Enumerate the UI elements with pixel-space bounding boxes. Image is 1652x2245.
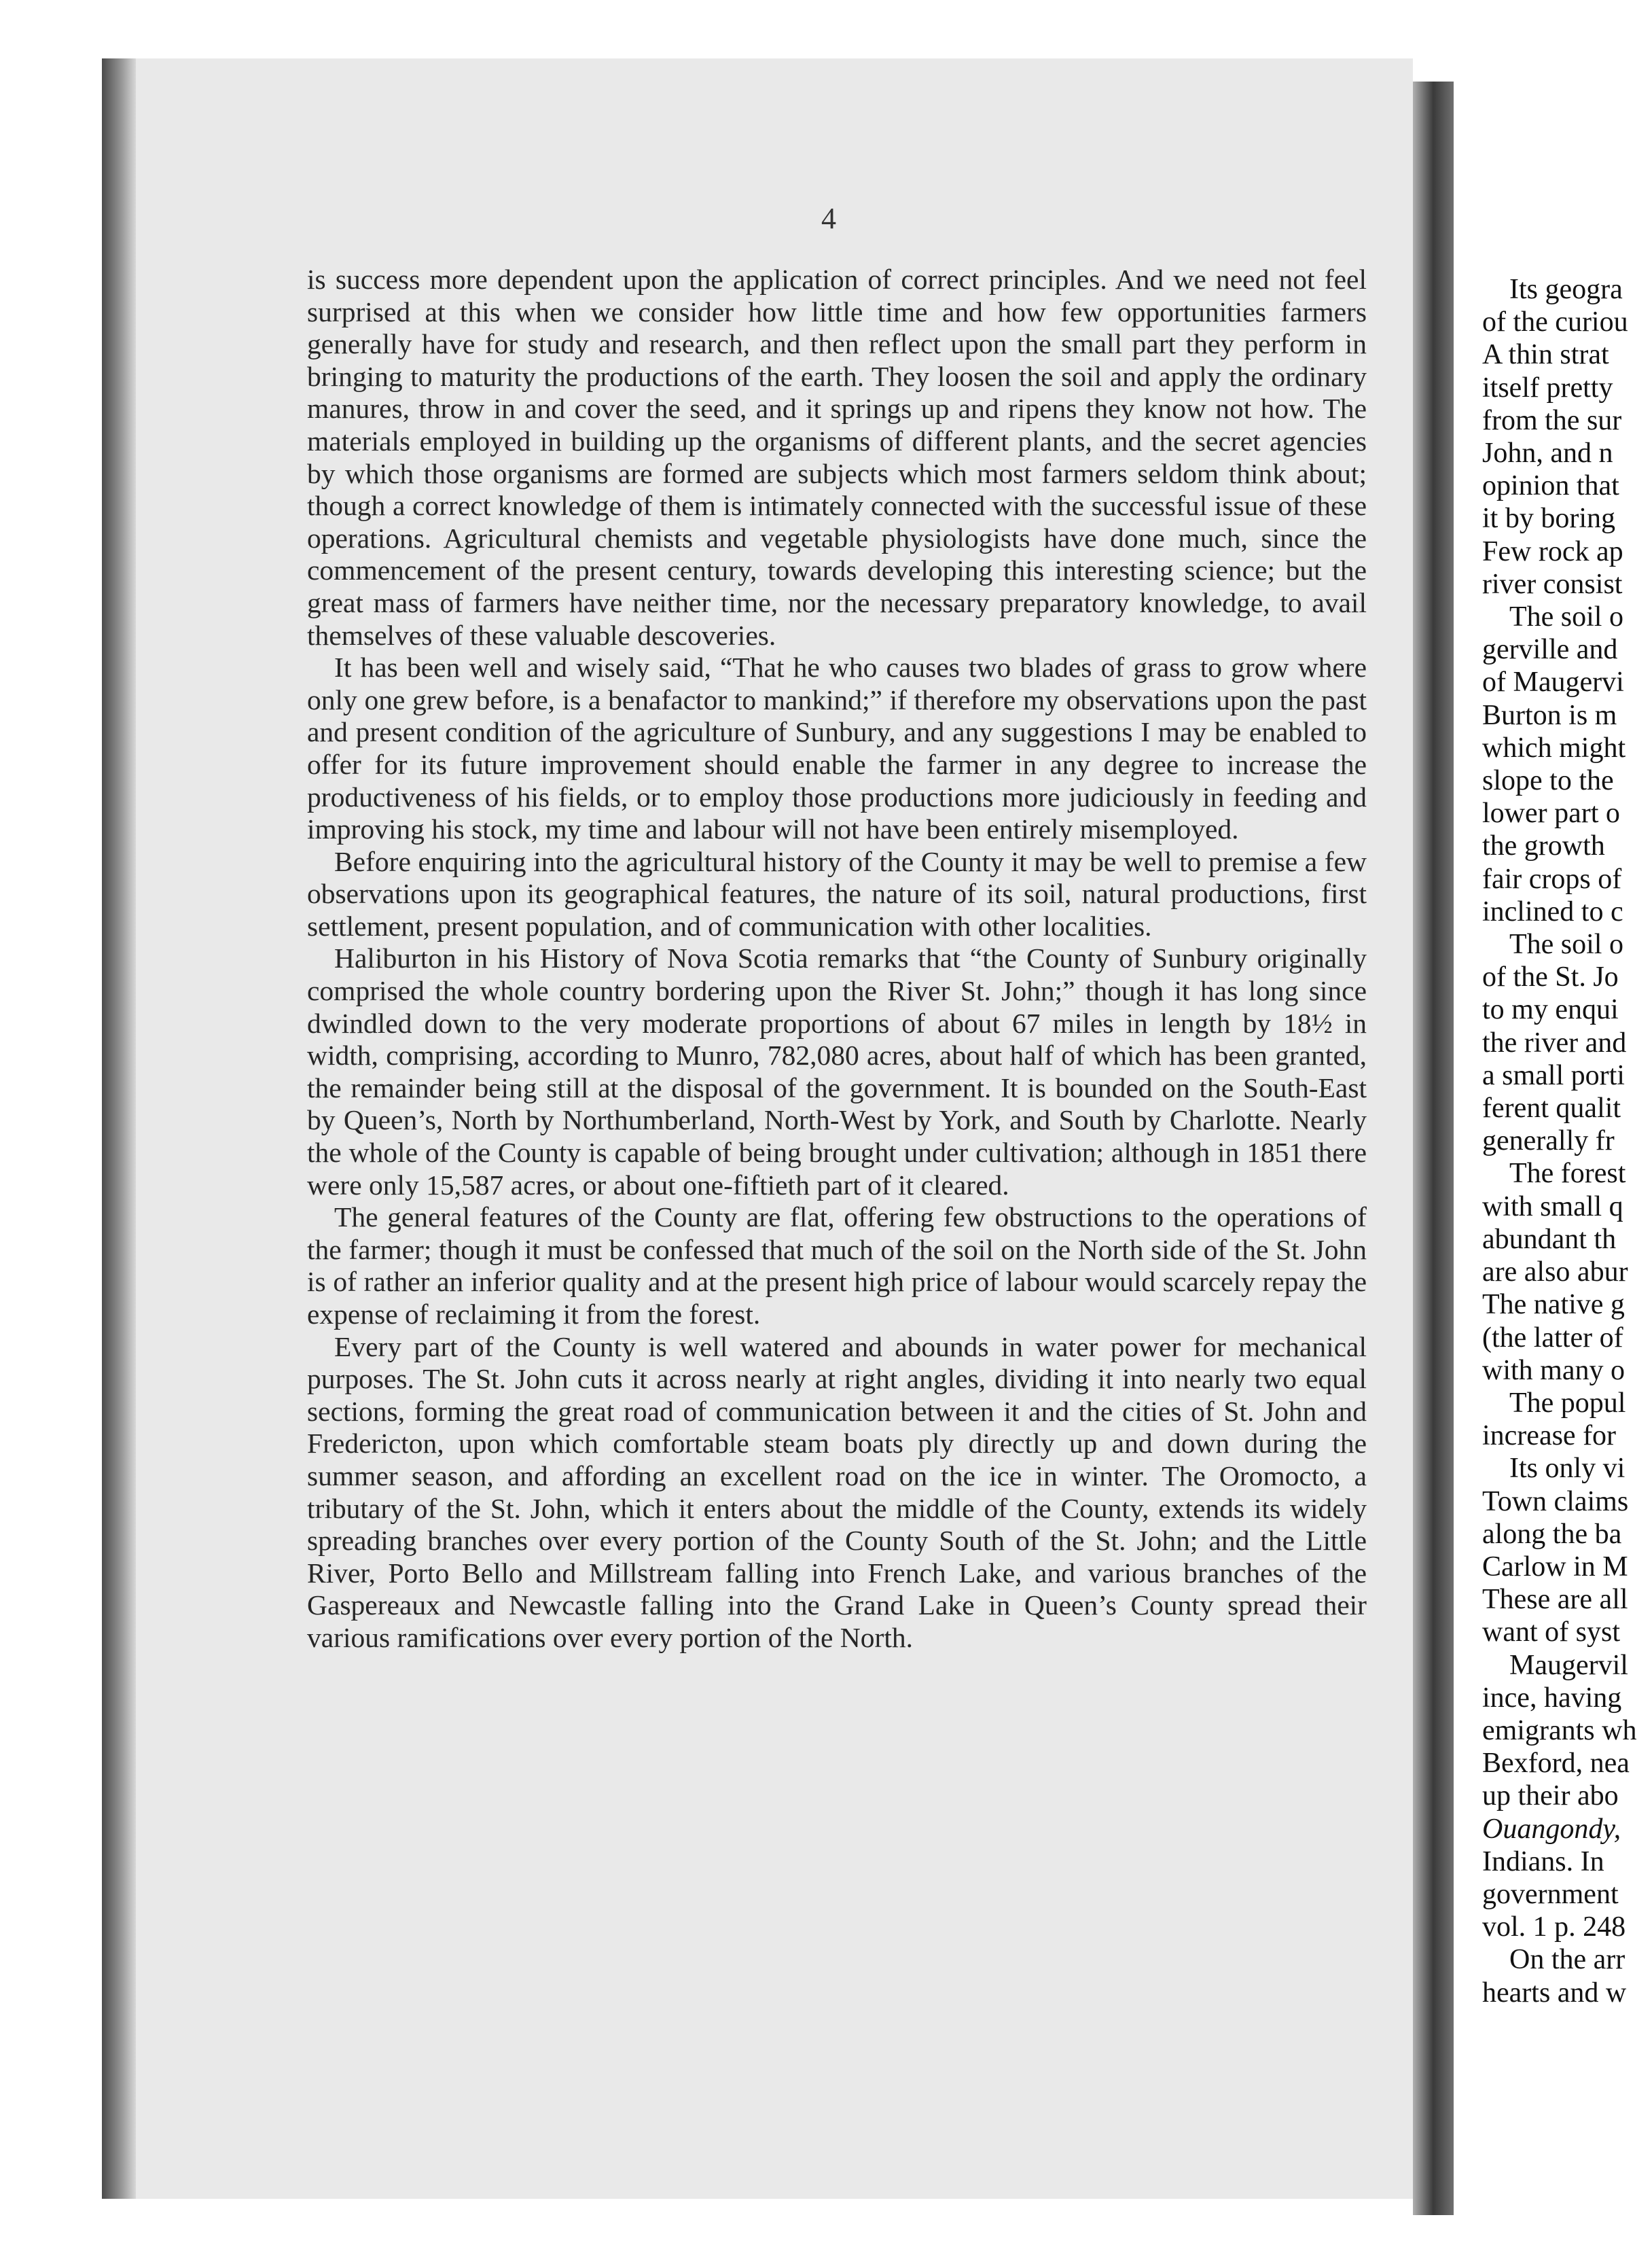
- text-line: These are all: [1482, 1584, 1628, 1616]
- text-line: gerville and: [1482, 634, 1618, 666]
- text-line: a small porti: [1482, 1059, 1625, 1091]
- text-line: from the sur: [1482, 404, 1622, 436]
- text-line: it by boring: [1482, 503, 1615, 535]
- text-line: Bexford, nea: [1482, 1748, 1630, 1780]
- text-line: Town claims: [1482, 1485, 1629, 1517]
- text-line: itself pretty: [1482, 372, 1613, 404]
- text-line: ince, having: [1482, 1682, 1622, 1714]
- text-line: slope to the: [1482, 765, 1614, 797]
- text-line: ferent qualit: [1482, 1093, 1621, 1125]
- text-line: The forest: [1509, 1158, 1626, 1190]
- text-line: which might: [1482, 732, 1626, 764]
- paragraph: Before enquiring into the agricultural history of the County it may be well to premise a few observations upon its geographical features, the nature of its soil, natural productions, first settlement, present population, and of communication with other localities.: [307, 845, 1367, 942]
- text-line: Carlow in M: [1482, 1551, 1628, 1583]
- book-gutter: [1413, 82, 1454, 2215]
- text-line: of the curiou: [1482, 306, 1628, 338]
- text-line: inclined to c: [1482, 896, 1623, 927]
- text-line: of the St. Jo: [1482, 961, 1619, 993]
- text-line: (the latter of: [1482, 1322, 1623, 1354]
- text-line: hearts and w: [1482, 1977, 1627, 2009]
- text-line: abundant th: [1482, 1223, 1617, 1255]
- text-line: fair crops of: [1482, 863, 1622, 895]
- text-line: want of syst: [1482, 1616, 1620, 1648]
- text-line: On the arr: [1509, 1944, 1626, 1976]
- text-line: up their abo: [1482, 1780, 1619, 1812]
- text-line: generally fr: [1482, 1125, 1615, 1157]
- page-shadow-edge: [102, 58, 136, 2199]
- text-line: to my enqui: [1482, 994, 1619, 1026]
- text-line: are also abur: [1482, 1256, 1628, 1288]
- text-line: vol. 1 p. 248: [1482, 1911, 1626, 1943]
- left-column-text: [307, 264, 1367, 1655]
- text-line: Its only vi: [1509, 1453, 1626, 1485]
- paragraph: The general features of the County are flat, offering few obstructions to the operations of the farmer; though it must be confessed that much of the soil on the North side of the St. John is of rather an inferior quality and at the present high price of labour would scarcely repay the expense of reclaiming it from the forest.: [307, 1201, 1367, 1330]
- page-number: 4: [821, 202, 836, 235]
- text-line: The soil o: [1509, 601, 1623, 633]
- paragraph: is success more dependent upon the application of correct principles. And we need not feel surprised at this when we consider how little time and how few opportunities farmers generally have for study and research, and then reflect upon the small part they perform in bringing to maturity the productions of the earth. They loosen the soil and apply the ordinary manures, throw in and cover the seed, and it springs up and ripens they know not how. The materials employed in building up the organisms of different plants, and the secret agencies by which those organisms are formed are subjects which most farmers seldom think about; though a correct knowledge of them is intimately connected with the successful issue of these operations. Agricultural chemists and vegetable physiologists have done much, since the commencement of the present century, towards developing this interesting science; but the great mass of farmers have neither time, nor the necessary preparatory knowledge, to avail themselves of these valuable descoveries.: [307, 264, 1367, 651]
- text-line: along the ba: [1482, 1518, 1622, 1550]
- text-line: The native g: [1482, 1289, 1625, 1321]
- text-line: lower part o: [1482, 798, 1620, 830]
- text-line: John, and n: [1482, 438, 1613, 470]
- text-line: emigrants wh: [1482, 1714, 1637, 1746]
- text-line: government: [1482, 1878, 1619, 1910]
- text-line: opinion that: [1482, 470, 1619, 502]
- text-line: A thin strat: [1482, 339, 1609, 371]
- text-line: Its geogra: [1509, 274, 1623, 305]
- text-line: increase for: [1482, 1420, 1617, 1452]
- text-line: The soil o: [1509, 929, 1623, 961]
- text-line: with many o: [1482, 1354, 1625, 1386]
- text-line: The popul: [1509, 1387, 1626, 1419]
- paragraph: Haliburton in his History of Nova Scotia remarks that “the County of Sunbury originally comprised the whole country bordering upon the River St. John;” though it has long since dwindled down to the very moderate proportions of about 67 miles in length by 18½ in width, comprising, according to Munro, 782,080 acres, about half of which has been granted, the remainder being still at the disposal of the government. It is bounded on the South-East by Queen’s, North by Northumberland, North-West by York, and South by Charlotte. Nearly the whole of the County is capable of being brought under cultivation; although in 1851 there were only 15,587 acres, or about one-fiftieth part of it cleared.: [307, 942, 1367, 1201]
- text-line: Ouangondy,: [1482, 1813, 1621, 1845]
- text-line: Burton is m: [1482, 699, 1617, 731]
- text-line: river consist: [1482, 568, 1623, 600]
- paragraph: It has been well and wisely said, “That he who causes two blades of grass to grow where only one grew before, is a benafactor to mankind;” if therefore my observations upon the past and present condition of the agriculture of Sunbury, and any suggestions I may be enabled to offer for its future improvement should enable the farmer in any degree to increase the productiveness of his fields, or to employ those productions more judiciously in feeding and improving his stock, my time and labour will not have been entirely misemployed.: [307, 652, 1367, 845]
- text-line: Indians. In: [1482, 1845, 1604, 1877]
- text-line: Maugervil: [1509, 1649, 1628, 1681]
- right-page: [1454, 75, 1652, 2242]
- right-column-text: [1482, 273, 1652, 2009]
- text-line: the growth: [1482, 830, 1605, 862]
- text-line: with small q: [1482, 1190, 1623, 1222]
- text-line: Few rock ap: [1482, 535, 1623, 567]
- paragraph: Every part of the County is well watered and abounds in water power for mechanical purposes. The St. John cuts it across nearly at right angles, dividing it into nearly two equal sections, forming the great road of communication between it and the cities of St. John and Fredericton, upon which comfortable steam boats ply directly up and down during the summer season, and affording an excellent road on the ice in winter. The Oromocto, a tributary of the St. John, which it enters about the middle of the County, extends its widely spreading branches over every portion of the County South of the St. John; and the Little River, Porto Bello and Millstream falling into French Lake, and various branches of the Gaspereaux and Newcastle falling into the Grand Lake in Queen’s County spread their various ramifications over every portion of the North.: [307, 1330, 1367, 1653]
- text-line: the river and: [1482, 1027, 1627, 1059]
- text-line: of Maugervi: [1482, 667, 1624, 699]
